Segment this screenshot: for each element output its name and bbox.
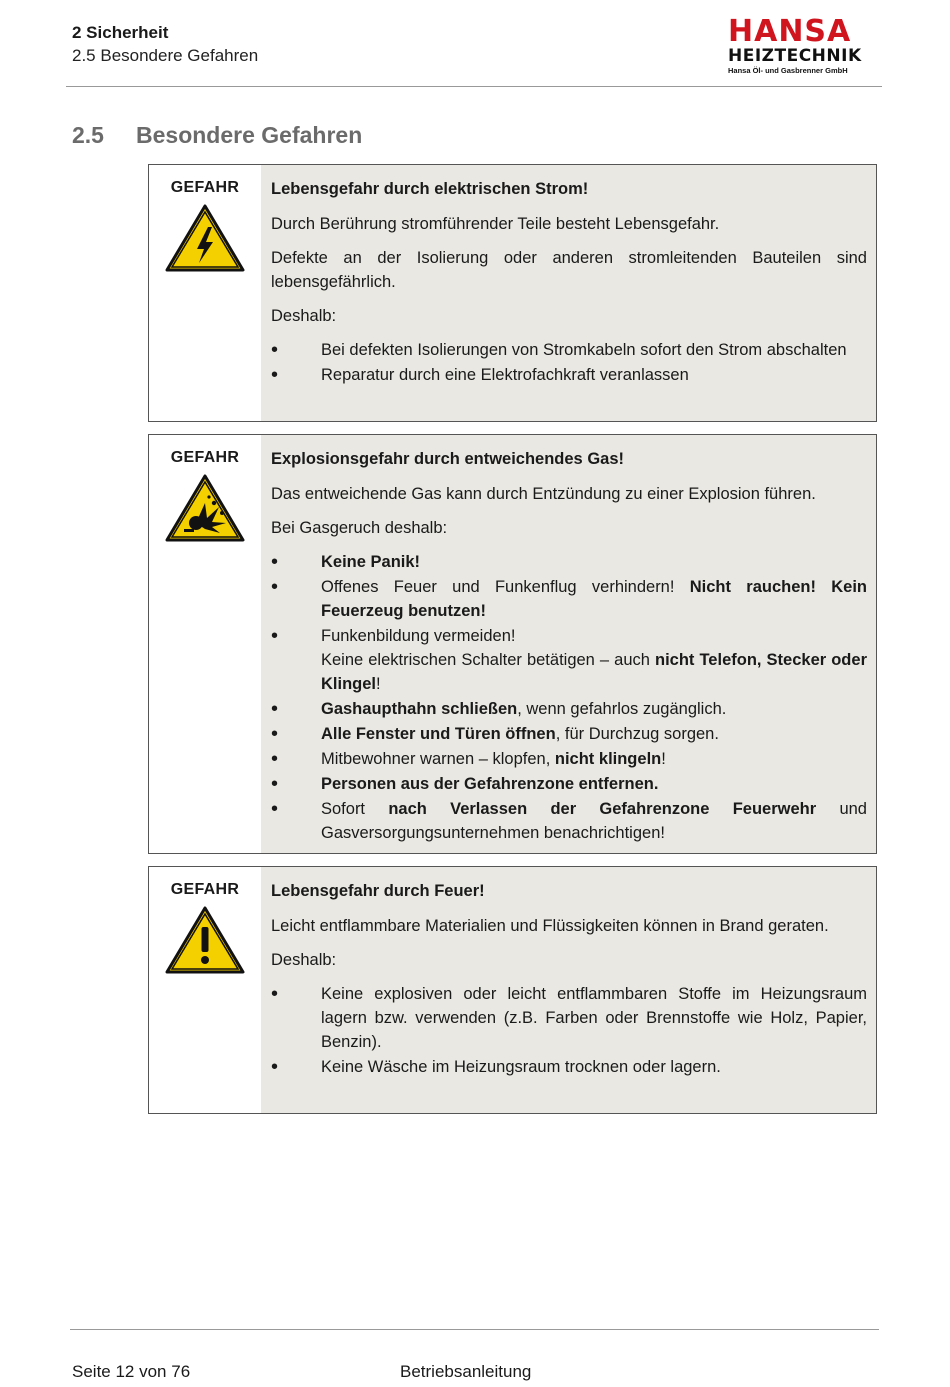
warning-title: Lebensgefahr durch Feuer! bbox=[271, 882, 485, 900]
bullet-text-bold: Nicht rauchen! Kein Feuerzeug benutzen! bbox=[321, 578, 867, 620]
warning-title: Explosionsgefahr durch entweichendes Gas! bbox=[271, 450, 625, 468]
list-item bbox=[271, 697, 867, 721]
bullet-text: Keine Wäsche im Heizungsraum trocknen oder lagern. bbox=[321, 1058, 721, 1076]
list-item bbox=[271, 624, 867, 696]
list-item bbox=[271, 722, 867, 746]
bullet-text: Keine explosiven oder leicht entflammbaren Stoffe im Heizungsraum lagern bzw. verwenden (z.B. Farben oder Brennstoffe wie Holz, Papier, Benzin). bbox=[321, 985, 867, 1051]
warning-label-column bbox=[149, 165, 261, 421]
warning-content bbox=[261, 165, 876, 421]
general-warning-icon bbox=[164, 905, 246, 975]
list-item bbox=[271, 982, 867, 1054]
bullet-text: Mitbewohner warnen – klopfen, bbox=[321, 750, 555, 768]
chapter-heading: 2 Sicherheit bbox=[72, 23, 169, 42]
bullet-text-bold: Keine Panik! bbox=[321, 553, 421, 571]
bullet-text: , für Durchzug sorgen. bbox=[555, 725, 719, 743]
list-item bbox=[271, 550, 867, 574]
explosion-hazard-icon bbox=[164, 473, 246, 543]
document-type: Betriebsanleitung bbox=[400, 1362, 532, 1381]
bullet-text: Offenes Feuer und Funkenflug verhindern! bbox=[321, 578, 690, 596]
section-title-text: Besondere Gefahren bbox=[136, 122, 363, 148]
header-divider bbox=[66, 86, 882, 87]
list-item bbox=[271, 575, 867, 623]
footer-divider bbox=[70, 1329, 879, 1330]
bullet-text-bold: nicht klingeln bbox=[554, 750, 662, 768]
list-item bbox=[271, 338, 867, 362]
logo-line1: HANSA bbox=[728, 14, 852, 49]
section-number: 2.5 bbox=[72, 122, 104, 148]
warning-paragraph: Leicht entflammbare Materialien und Flüssigkeiten können in Brand geraten. bbox=[271, 917, 829, 935]
list-item bbox=[271, 772, 867, 796]
warning-bullet-list bbox=[271, 982, 867, 1079]
warning-box-explosion bbox=[148, 434, 877, 854]
page-number: Seite 12 von 76 bbox=[72, 1362, 191, 1381]
bullet-text: Bei defekten Isolierungen von Stromkabeln sofort den Strom abschalten bbox=[321, 341, 847, 359]
list-item bbox=[271, 797, 867, 845]
bullet-text-bold: Personen aus der Gefahrenzone entfernen. bbox=[321, 775, 659, 793]
warning-label-column bbox=[149, 435, 261, 853]
list-item bbox=[271, 363, 867, 387]
warning-box-electric bbox=[148, 164, 877, 422]
bullet-text: ! bbox=[376, 675, 381, 693]
electric-hazard-icon bbox=[164, 203, 246, 273]
list-item bbox=[271, 747, 867, 771]
logo-line3: Hansa Öl- und Gasbrenner GmbH bbox=[728, 66, 848, 75]
warning-label: GEFAHR bbox=[170, 449, 240, 466]
warning-paragraph: Defekte an der Isolierung oder anderen stromleitenden Bauteilen sind lebensgefährlich. bbox=[271, 249, 867, 291]
warning-label-column bbox=[149, 867, 261, 1113]
running-header bbox=[72, 22, 258, 68]
bullet-text-bold: Alle Fenster und Türen öffnen bbox=[321, 725, 556, 743]
bullet-text: , wenn gefahrlos zugänglich. bbox=[517, 700, 727, 718]
warning-paragraph: Deshalb: bbox=[271, 307, 337, 325]
bullet-text: Reparatur durch eine Elektrofachkraft veranlassen bbox=[321, 366, 689, 384]
logo-line2: HEIZTECHNIK bbox=[728, 46, 862, 66]
warning-content bbox=[261, 435, 876, 853]
bullet-text-bold: nicht Telefon, Stecker oder Klingel bbox=[321, 651, 867, 693]
warning-label: GEFAHR bbox=[170, 881, 240, 898]
bullet-text: Funkenbildung vermeiden! bbox=[321, 627, 516, 645]
bullet-text-bold: Gashaupthahn schließen bbox=[321, 700, 518, 718]
warning-paragraph: Deshalb: bbox=[271, 951, 337, 969]
list-item bbox=[271, 1055, 867, 1079]
bullet-text: ! bbox=[661, 750, 666, 768]
bullet-text-bold: nach Verlassen der Gefahrenzone Feuerwehr bbox=[388, 800, 817, 818]
warning-content bbox=[261, 867, 876, 1113]
warning-box-fire bbox=[148, 866, 877, 1114]
warning-bullet-list bbox=[271, 338, 867, 387]
section-heading: 2.5 Besondere Gefahren bbox=[72, 46, 259, 65]
bullet-text: und Gasversorgungsunternehmen benachrichtigen! bbox=[321, 800, 867, 842]
warning-paragraph: Durch Berührung stromführender Teile besteht Lebensgefahr. bbox=[271, 215, 720, 233]
bullet-text: Keine elektrischen Schalter betätigen – auch bbox=[321, 651, 655, 669]
warning-paragraph: Das entweichende Gas kann durch Entzündung zu einer Explosion führen. bbox=[271, 485, 816, 503]
company-logo bbox=[728, 14, 873, 75]
bullet-text: Sofort bbox=[321, 800, 389, 818]
warning-bullet-list bbox=[271, 550, 867, 845]
warning-paragraph: Bei Gasgeruch deshalb: bbox=[271, 519, 448, 537]
warning-title: Lebensgefahr durch elektrischen Strom! bbox=[271, 180, 589, 198]
page-title bbox=[72, 122, 362, 149]
warning-label: GEFAHR bbox=[170, 179, 240, 196]
